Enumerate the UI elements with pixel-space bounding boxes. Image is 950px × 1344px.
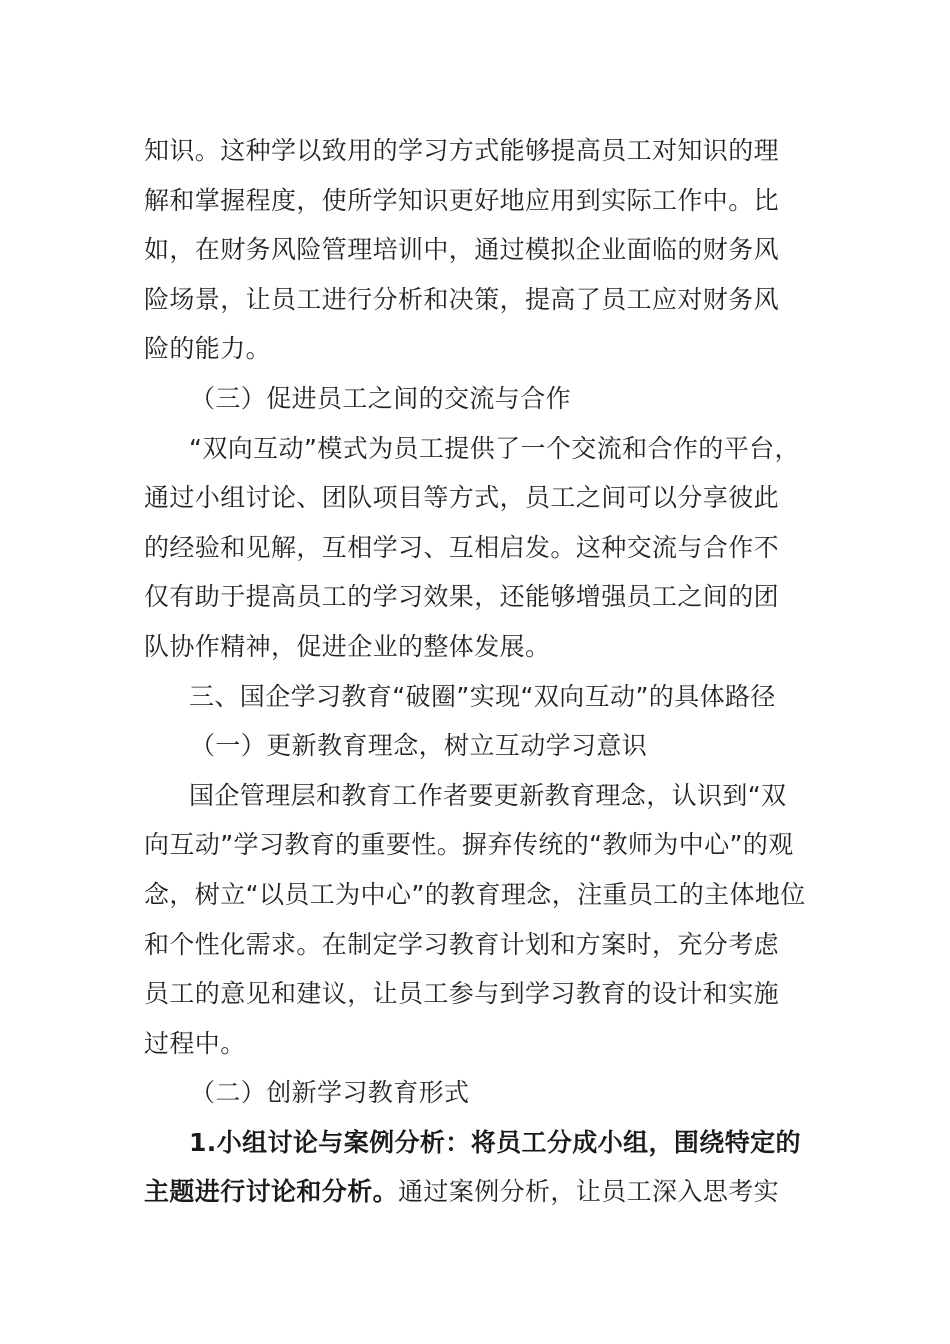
- paragraph-line: 解和掌握程度，使所学知识更好地应用到实际工作中。比: [144, 185, 780, 215]
- paragraph-fragment: 通过案例分析，让员工深入思考实: [398, 1177, 780, 1207]
- section-heading-3: 三、国企学习教育“破圈”实现“双向互动”的具体路径: [189, 681, 776, 711]
- document-body: [144, 126, 806, 1217]
- subheading-3: （三）促进员工之间的交流与合作: [190, 383, 572, 413]
- paragraph-line: 如，在财务风险管理培训中，通过模拟企业面临的财务风: [144, 235, 780, 265]
- paragraph-line: 员工的意见和建议，让员工参与到学习教育的设计和实施: [144, 979, 780, 1009]
- paragraph-line: “双向互动”模式为员工提供了一个交流和合作的平台，: [189, 433, 800, 463]
- paragraph-line: 的经验和见解，互相学习、互相启发。这种交流与合作不: [144, 532, 780, 562]
- mixed-line: [144, 1167, 806, 1217]
- paragraph-line: 险的能力。: [144, 334, 272, 364]
- bold-item-line: 1.小组讨论与案例分析：将员工分成小组，围绕特定的: [189, 1127, 801, 1157]
- paragraph-line: 向互动”学习教育的重要性。摒弃传统的“教师为中心”的观: [144, 830, 794, 860]
- paragraph-line: 和个性化需求。在制定学习教育计划和方案时，充分考虑: [144, 929, 780, 959]
- paragraph-line: 过程中。: [144, 1028, 246, 1058]
- paragraph-line: 念，树立“以员工为中心”的教育理念，注重员工的主体地位: [144, 879, 806, 909]
- subheading-2: （二）创新学习教育形式: [190, 1078, 470, 1108]
- bold-item-tail: 主题进行讨论和分析。: [144, 1177, 399, 1207]
- paragraph-line: 队协作精神，促进企业的整体发展。: [144, 631, 551, 661]
- paragraph-line: 通过小组讨论、团队项目等方式，员工之间可以分享彼此: [144, 483, 780, 513]
- paragraph-line: 国企管理层和教育工作者要更新教育理念，认识到“双: [189, 780, 787, 810]
- subheading-1: （一）更新教育理念，树立互动学习意识: [190, 731, 648, 761]
- paragraph-line: 仅有助于提高员工的学习效果，还能够增强员工之间的团: [144, 582, 780, 612]
- paragraph-line: 险场景，让员工进行分析和决策，提高了员工应对财务风: [144, 284, 780, 314]
- paragraph-line: 知识。这种学以致用的学习方式能够提高员工对知识的理: [144, 136, 780, 165]
